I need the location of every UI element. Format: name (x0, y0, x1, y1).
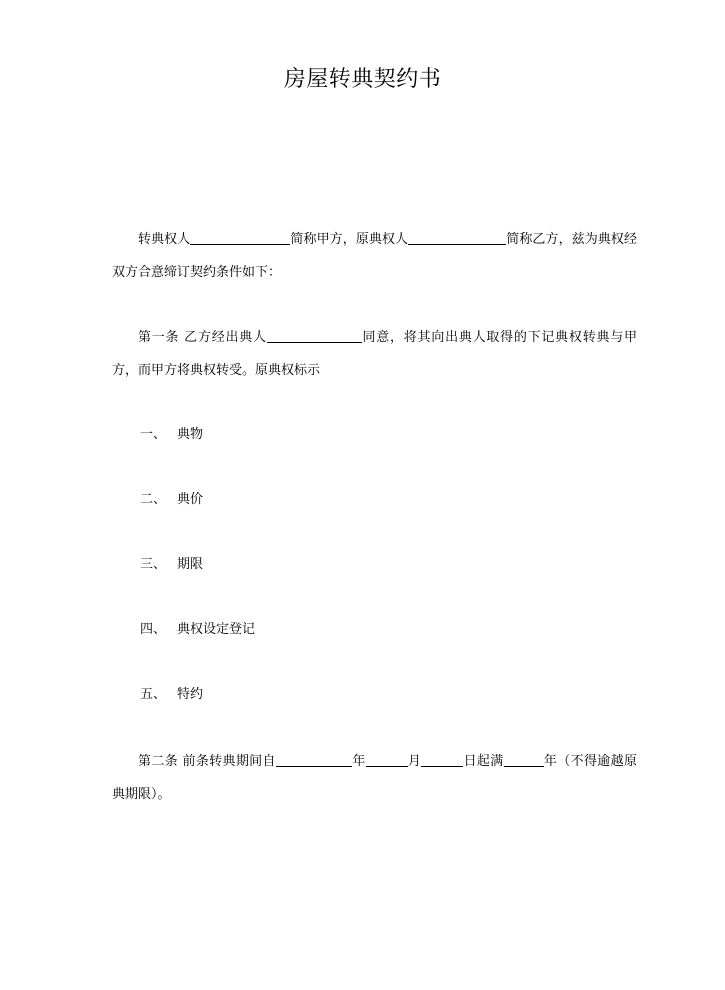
article-2-text-2: 年 (351, 754, 366, 769)
article-2-text-5: 年（不得逾越原典期限）。 (112, 754, 637, 802)
intro-text-2: 简称甲方，原典权人 (290, 232, 409, 247)
article-1-paragraph (112, 321, 637, 387)
article-2-text-1: 第二条 前条转典期间自 (138, 754, 276, 769)
list-item-number: 五、 (140, 687, 167, 702)
list-item-number: 三、 (140, 557, 167, 572)
term-years-blank (504, 752, 544, 767)
list-item-number: 四、 (140, 622, 167, 637)
start-month-blank (366, 752, 408, 767)
article-2-text-4: 日起满 (463, 754, 504, 769)
list-item (140, 555, 203, 575)
list-item-label: 典权设定登记 (177, 622, 256, 637)
article-2-paragraph (112, 745, 637, 811)
list-item (140, 685, 203, 705)
document-title: 房屋转典契约书 (283, 67, 442, 92)
party-a-name-blank (190, 230, 290, 245)
list-item (140, 490, 203, 510)
list-item-number: 一、 (140, 427, 167, 442)
start-year-blank (276, 752, 352, 767)
start-day-blank (421, 752, 463, 767)
article-1-text-1: 第一条 乙方经出典人 (138, 330, 267, 345)
list-item (140, 425, 203, 445)
list-item-number: 二、 (140, 492, 167, 507)
list-item-label: 典价 (177, 492, 204, 507)
list-item-label: 典物 (177, 427, 204, 442)
mortgagor-name-blank (267, 328, 362, 343)
list-item-label: 特约 (177, 687, 204, 702)
intro-paragraph (112, 223, 637, 289)
list-item (140, 620, 255, 640)
intro-text-3: 简称乙方，兹为典权经双方合意缔订契约条件如下： (112, 232, 637, 280)
article-2-text-3: 月 (407, 754, 422, 769)
intro-text-1: 转典权人 (138, 232, 191, 247)
article-1-text-2: 同意，将其向出典人取得的下记典权转典与甲方，而甲方将典权转受。原典权标示 (112, 330, 637, 378)
party-b-name-blank (408, 230, 506, 245)
list-item-label: 期限 (177, 557, 204, 572)
